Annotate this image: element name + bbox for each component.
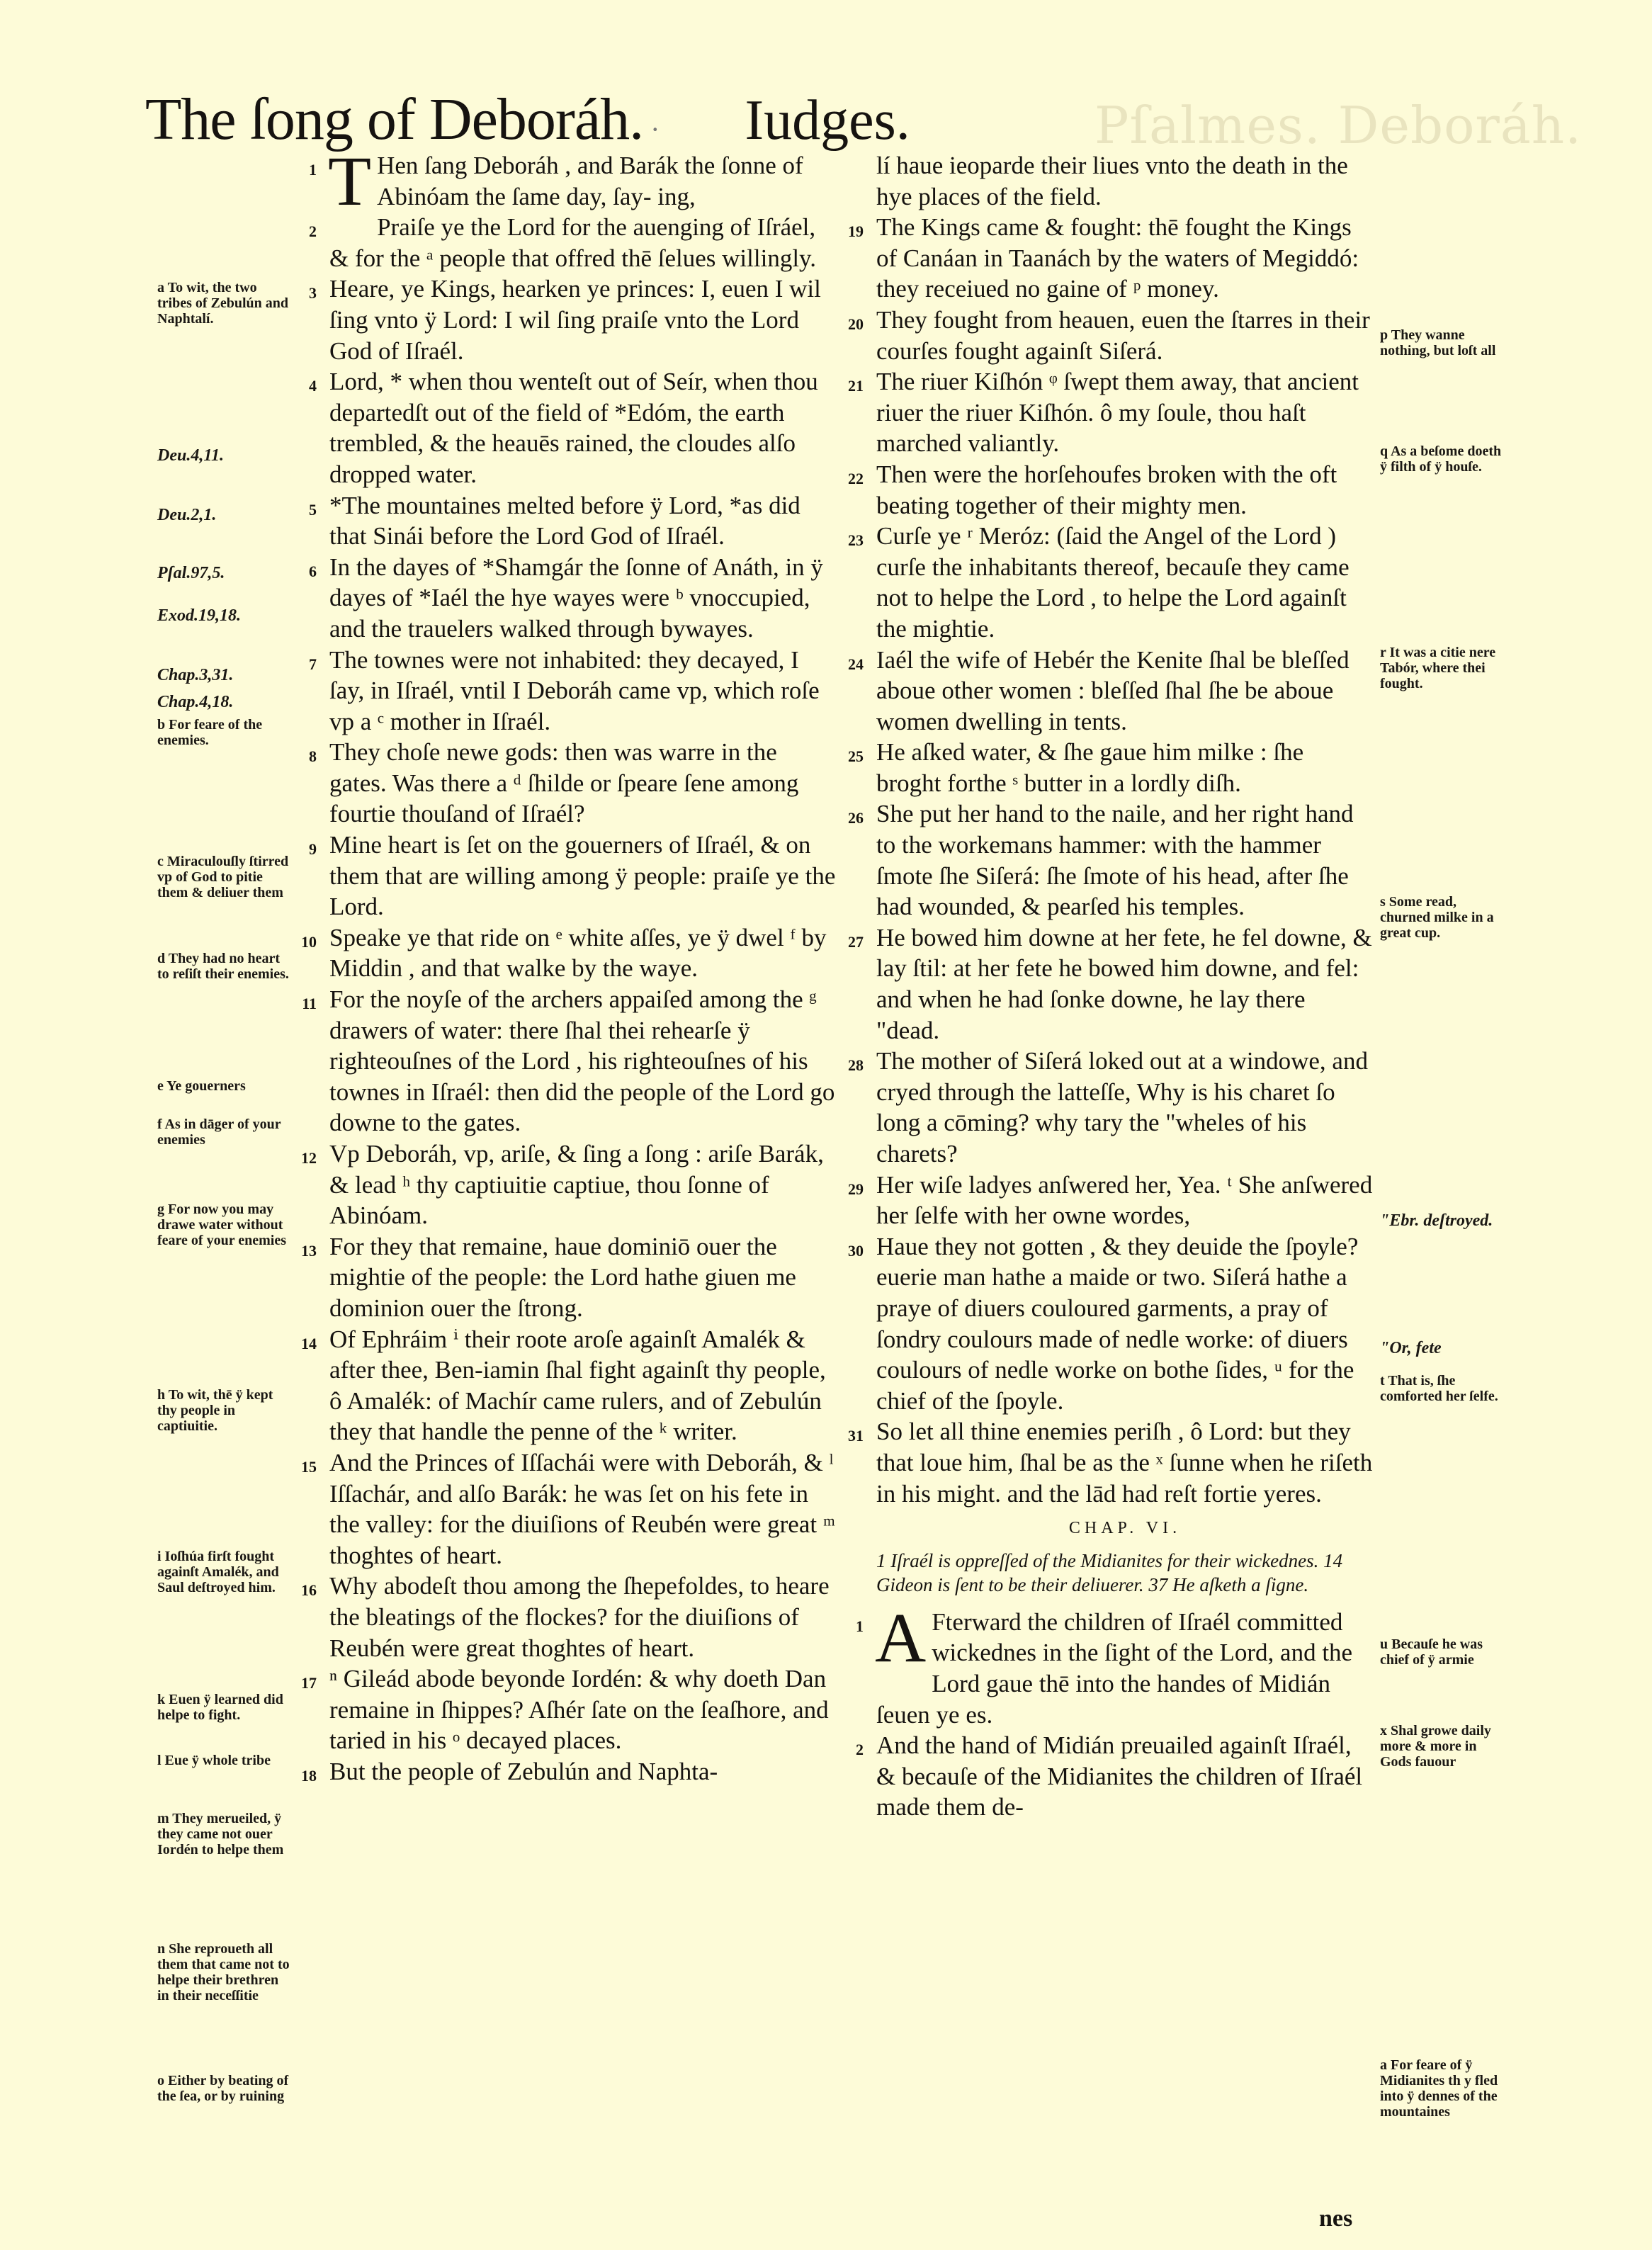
verse-18 — [301, 1756, 839, 1787]
verse-number: 29 — [848, 1180, 864, 1198]
chapter6-verse-1 — [856, 1598, 1374, 1730]
margin-note-q: q As a beſome doeth ÿ filth of ÿ houſe. — [1380, 443, 1502, 475]
margin-ref-deu-4: Deu.4,11. — [157, 446, 225, 465]
verse-number: 4 — [309, 377, 317, 395]
page-title-right: Iudges. — [745, 89, 910, 152]
verse-number: 3 — [309, 284, 317, 303]
verse-number: 23 — [848, 531, 864, 550]
verse-text: And the hand of Midián preuailed againſt Iſraél, & becauſe of the Midianites the children of Iſraél made them de- — [876, 1731, 1363, 1821]
verse-number: 15 — [301, 1457, 317, 1476]
verse-number: 11 — [302, 995, 317, 1013]
verse-26 — [848, 798, 1374, 922]
verse-28 — [848, 1046, 1374, 1169]
verse-number: 7 — [309, 655, 317, 673]
margin-note-b: b For feare of the enemies. — [157, 717, 263, 748]
verse-13 — [301, 1231, 839, 1324]
verse-4 — [309, 366, 839, 490]
margin-note-d: d They had no heart to reſiſt their enemies. — [157, 951, 289, 982]
verse-number: 30 — [848, 1241, 864, 1260]
verse-text: Praiſe ye the Lord for the auenging of Iſráel, & for the ᵃ people that offred thē ſelues willingly. — [329, 213, 817, 272]
drop-cap: A — [875, 1598, 927, 1677]
verse-text: And the Princes of Iſſachái were with Deboráh, & ˡ Iſſachár, and alſo Barák: he was ſet on his fete in the valley: for the diuiſions of Reubén were great ᵐ thoghtes of heart. — [329, 1448, 835, 1569]
margin-note-c: c Miraculouſly ſtirred vp of God to pitie them & deliuer them — [157, 854, 289, 900]
verse-number: 9 — [309, 840, 317, 859]
verse-25 — [848, 737, 1374, 798]
verse-31 — [848, 1416, 1374, 1509]
verse-text: So let all thine enemies periſh , ô Lord: but they that loue him, ſhal be as the ˣ ſunne when he riſeth in his might. and the lād had reſt fortie yeres. — [876, 1418, 1373, 1508]
margin-note-u: u Becauſe he was chief of ÿ armie — [1380, 1636, 1483, 1668]
verse-text: They fought from heauen, euen the ſtarres in their courſes fought againſt Siſerá. — [876, 305, 1370, 365]
verse-number: 24 — [848, 655, 864, 673]
verse-text: The townes were not inhabited: they decayed, I ſay, in Iſraél, vntil I Deboráh came vp, which roſe vp a ᶜ mother in Iſraél. — [329, 645, 820, 735]
verse-2 — [309, 212, 839, 273]
chapter-summary: 1 Iſraél is oppreſſed of the Midianites for their wickednes. 14 Gideon is ſent to be their deliuerer. 37 He aſketh a ſigne. — [876, 1549, 1343, 1595]
verse-number: 26 — [848, 809, 864, 827]
verse-number: 10 — [301, 932, 317, 951]
verse-text: ⁿ Gileád abode beyonde Iordén: & why doeth Dan remaine in ſhippes? Aſhér ſate on the ſeaſhore, and taried in his ᵒ decayed places. — [329, 1665, 829, 1755]
verse-text: Speake ye that ride on ᵉ white aſſes, ye ÿ dwel ᶠ by Middin , and that walke by the waye. — [329, 923, 827, 983]
verse-23 — [848, 521, 1374, 644]
verse-number: 31 — [848, 1427, 864, 1445]
verse-27 — [848, 922, 1374, 1046]
verse-text: Heare, ye Kings, hearken ye princes: I, euen I wil ſing vnto ÿ Lord: I wil ſing praiſe vnto the Lord God of Iſraél. — [329, 275, 821, 365]
bleed-through-title: Pſalmes. Deboráh. — [1094, 96, 1583, 155]
verse-15 — [301, 1447, 839, 1571]
verse-9 — [309, 830, 839, 922]
verse-number: 25 — [848, 747, 864, 766]
margin-note-h: h To wit, thē ÿ kept thy people in captiuitie. — [157, 1387, 273, 1434]
verse-number: 1 — [856, 1617, 864, 1635]
verse-24 — [848, 645, 1374, 737]
margin-note-n: n She reproueth all them that came not to helpe their brethren in their neceſſitie — [157, 1941, 290, 2003]
verse-text: The Kings came & fought: thē fought the Kings of Canáan in Taanách by the waters of Megiddó: they receiued no gaine of ᵖ money. — [876, 213, 1359, 303]
margin-note-r: r It was a citie nere Tabór, where thei fought. — [1380, 645, 1496, 691]
verse-12 — [301, 1138, 839, 1231]
verse-text: Curſe ye ʳ Meróz: (ſaid the Angel of the Lord ) curſe the inhabitants thereof, becauſe they came not to helpe the Lord , to helpe the Lord againſt the mightie. — [876, 522, 1350, 643]
verse-text: Why abodeſt thou among the ſhepefoldes, to heare the bleatings of the flockes? for the diuiſions of Reubén were great thoghtes of heart. — [329, 1572, 830, 1662]
verse-number: 20 — [848, 315, 864, 333]
verse-text: She put her hand to the naile, and her right hand to the workemans hammer: with the hammer ſmote ſhe Siſerá: ſhe ſmote of his head, after ſhe had wounded, & pearſed his temples. — [876, 800, 1354, 921]
verse-text: They choſe newe gods: then was warre in the gates. Was there a ᵈ ſhilde or ſpeare ſene among fourtie thouſand of Iſraél? — [329, 738, 799, 828]
running-header — [145, 85, 910, 154]
verse-1 — [309, 142, 839, 220]
verse-29 — [848, 1170, 1374, 1231]
margin-note-a: a To wit, the two tribes of Zebulún and Naphtalí. — [157, 280, 289, 327]
margin-note-e: e Ye gouerners — [157, 1078, 246, 1094]
verse-14 — [301, 1324, 839, 1447]
margin-ref-chap-3: Chap.3,31. — [157, 666, 234, 684]
verse-3 — [309, 273, 839, 366]
margin-ref-deu-2: Deu.2,1. — [157, 506, 217, 524]
verse-text: Hen ſang Deboráh , and Barák the ſonne of Abinóam the ſame day, ſay- ing, — [377, 152, 803, 210]
verse-text: lí haue ieoparde their liues vnto the death in the hye places of the field. — [876, 152, 1348, 210]
margin-note-i: i Ioſhúa firſt fought againſt Amalék, and Saul deſtroyed him. — [157, 1549, 279, 1595]
verse-text: Lord, * when thou wenteſt out of Seír, when thou departedſt out of the field of *Edóm, the earth trembled, & the heauēs rained, the cloudes alſo dropped water. — [329, 368, 818, 488]
verse-text: Of Ephráim ⁱ their roote aroſe againſt Amalék & after thee, Ben-iamin ſhal fight againſt thy people, ô Amalék: of Machír came rulers, and of Zebulún they that handle the penne of the ᵏ writer. — [329, 1325, 826, 1446]
margin-note-s: s Some read, churned milke in a great cup. — [1380, 894, 1494, 941]
margin-note-l: l Eue ÿ whole tribe — [157, 1753, 271, 1768]
verse-30 — [848, 1231, 1374, 1417]
verse-number: 2 — [309, 222, 317, 241]
left-text-column — [301, 142, 839, 1787]
verse-21 — [848, 366, 1374, 459]
margin-ref-chap-4: Chap.4,18. — [157, 693, 234, 711]
verse-text: Her wiſe ladyes anſwered her, Yea. ᵗ She anſwered her ſelfe with her owne wordes, — [876, 1170, 1373, 1230]
margin-note-dead: "Ebr. deſtroyed. — [1380, 1211, 1493, 1230]
verse-text: The riuer Kiſhón ᵠ ſwept them away, that ancient riuer the riuer Kiſhón. ô my ſoule, thou haſt marched valiantly. — [876, 368, 1359, 458]
verse-number: 2 — [856, 1741, 864, 1759]
verse-number: 13 — [301, 1241, 317, 1260]
chapter-heading: CHAP. VI. — [1068, 1519, 1182, 1538]
verse-text: Haue they not gotten , & they deuide the ſpoyle? euerie man hathe a maide or two. Siſerá hathe a praye of diuers coulоured garments, a pray of ſondry coulours made of nedle worke: of diuers coulours of nedle worke on bothe ſides, ᵘ for the chief of the ſpoyle. — [876, 1232, 1359, 1415]
margin-note-g: g For now you may drawe water without feare of your enemies — [157, 1202, 286, 1248]
verse-number: 22 — [848, 469, 864, 487]
margin-note-p: p They wanne nothing, but loſt all — [1380, 327, 1496, 358]
verse-number: 5 — [309, 500, 317, 519]
verse-text: But the people of Zebulún and Naphta- — [329, 1757, 718, 1785]
margin-note-f: f As in dāger of your enemies — [157, 1116, 281, 1148]
verse-text: Mine heart is ſet on the gouerners of Iſraél, & on them that are willing among ÿ people: praiſe ye the Lord. — [329, 831, 836, 921]
verse-text: He bowed him downe at her fete, he fel downe, & lay ſtil: at her fete he bowed him downe, and fel: and when he had ſonke downe, he lay there "dead. — [876, 923, 1372, 1044]
verse-7 — [309, 645, 839, 737]
margin-note-m: m They merueiled, ÿ they came not ouer Iordén to helpe them — [157, 1811, 284, 1858]
verse-text: For they that remaine, haue dominiō ouer the mightie of the people: the Lord hathe giuen me dominion ouer the ſtrong. — [329, 1232, 796, 1322]
header-dot: · — [650, 113, 660, 145]
verse-8 — [309, 737, 839, 830]
margin-ref-exod-19: Exod.19,18. — [157, 606, 242, 625]
verse-number: 14 — [301, 1334, 317, 1352]
verse-18-continued — [876, 150, 1374, 212]
margin-note-k: k Euen ÿ learned did helpe to fight. — [157, 1692, 283, 1723]
verse-number: 8 — [309, 747, 317, 766]
verse-text: Fterward the children of Iſraél committed wickednes in the ſight of the Lord, and the Lord gaue thē into the handes of Midián ſeuen ye es. — [876, 1607, 1353, 1729]
verse-17 — [301, 1663, 839, 1756]
verse-6 — [309, 552, 839, 645]
verse-text: *The mountaines melted before ÿ Lord, *as did that Sinái before the Lord God of Iſraél. — [329, 491, 800, 550]
right-text-column — [848, 150, 1374, 1823]
verse-number: 18 — [301, 1766, 317, 1785]
verse-number: 1 — [309, 161, 317, 179]
verse-20 — [848, 305, 1374, 366]
verse-number: 17 — [301, 1674, 317, 1692]
margin-note-x: x Shal growe daily more & more in Gods fauour — [1380, 1723, 1491, 1770]
verse-16 — [301, 1571, 839, 1663]
verse-number: 21 — [848, 377, 864, 395]
verse-number: 28 — [848, 1056, 864, 1075]
verse-11 — [302, 984, 839, 1138]
verse-22 — [848, 459, 1374, 521]
verse-19 — [848, 212, 1374, 305]
catchword: nes — [1319, 2205, 1353, 2232]
verse-text: Iaél the wife of Hebér the Kenite ſhal be bleſſed aboue other women : bleſſed ſhal ſhe be aboue women dwelling in tents. — [876, 645, 1350, 735]
verse-5 — [309, 490, 839, 552]
drop-cap: T — [328, 142, 372, 220]
verse-text: For the noyſe of the archers appaiſed among the ᵍ drawers of water: there ſhal thei rehearſe ÿ righteouſnes of the Lord , his righteouſnes of his townes in Iſraél: then did the people of the Lord go downe to the gates. — [329, 985, 835, 1137]
verse-number: 12 — [301, 1149, 317, 1167]
verse-number: 16 — [301, 1581, 317, 1600]
chapter6-verse-2 — [856, 1730, 1374, 1823]
margin-note-a2: a For feare of ÿ Midianites th y fled into ÿ dennes of the mountaines — [1380, 2057, 1498, 2120]
verse-text: In the dayes of *Shamgár the ſonne of Anáth, in ÿ dayes of *Iaél the hye wayes were ᵇ vnoccupied, and the trauelers walked through bywayes. — [329, 553, 823, 643]
margin-note-t: t That is, ſhe comforted her ſelfe. — [1380, 1373, 1498, 1404]
verse-number: 6 — [309, 562, 317, 580]
verse-text: Vp Deboráh, vp, ariſe, & ſing a ſong : ariſe Barák, & lead ʰ thy captiuitie captiue, thou ſonne of Abinóam. — [329, 1140, 824, 1230]
verse-10 — [301, 922, 839, 984]
verse-number: 19 — [848, 222, 864, 241]
margin-note-o: o Either by beating of the ſea, or by ruining — [157, 2073, 289, 2104]
verse-text: Then were the horſehoufes broken with the oft beating together of their mighty men. — [876, 460, 1337, 519]
verse-number: 27 — [848, 932, 864, 951]
verse-text: He aſked water, & ſhe gaue him milke : ſhe broght forthe ˢ butter in a lordly diſh. — [876, 738, 1304, 797]
margin-ref-psal-97: Pſal.97,5. — [157, 564, 225, 582]
page-title-left: The ſong of Deboráh. — [145, 86, 644, 152]
verse-text: The mother of Siſerá loked out at a windowe, and cryed through the lattеſſe, Why is his charet ſo long a cōming? why tary the "wheles of his charets? — [876, 1047, 1368, 1168]
margin-note-fete: "Or, fete — [1380, 1339, 1442, 1357]
